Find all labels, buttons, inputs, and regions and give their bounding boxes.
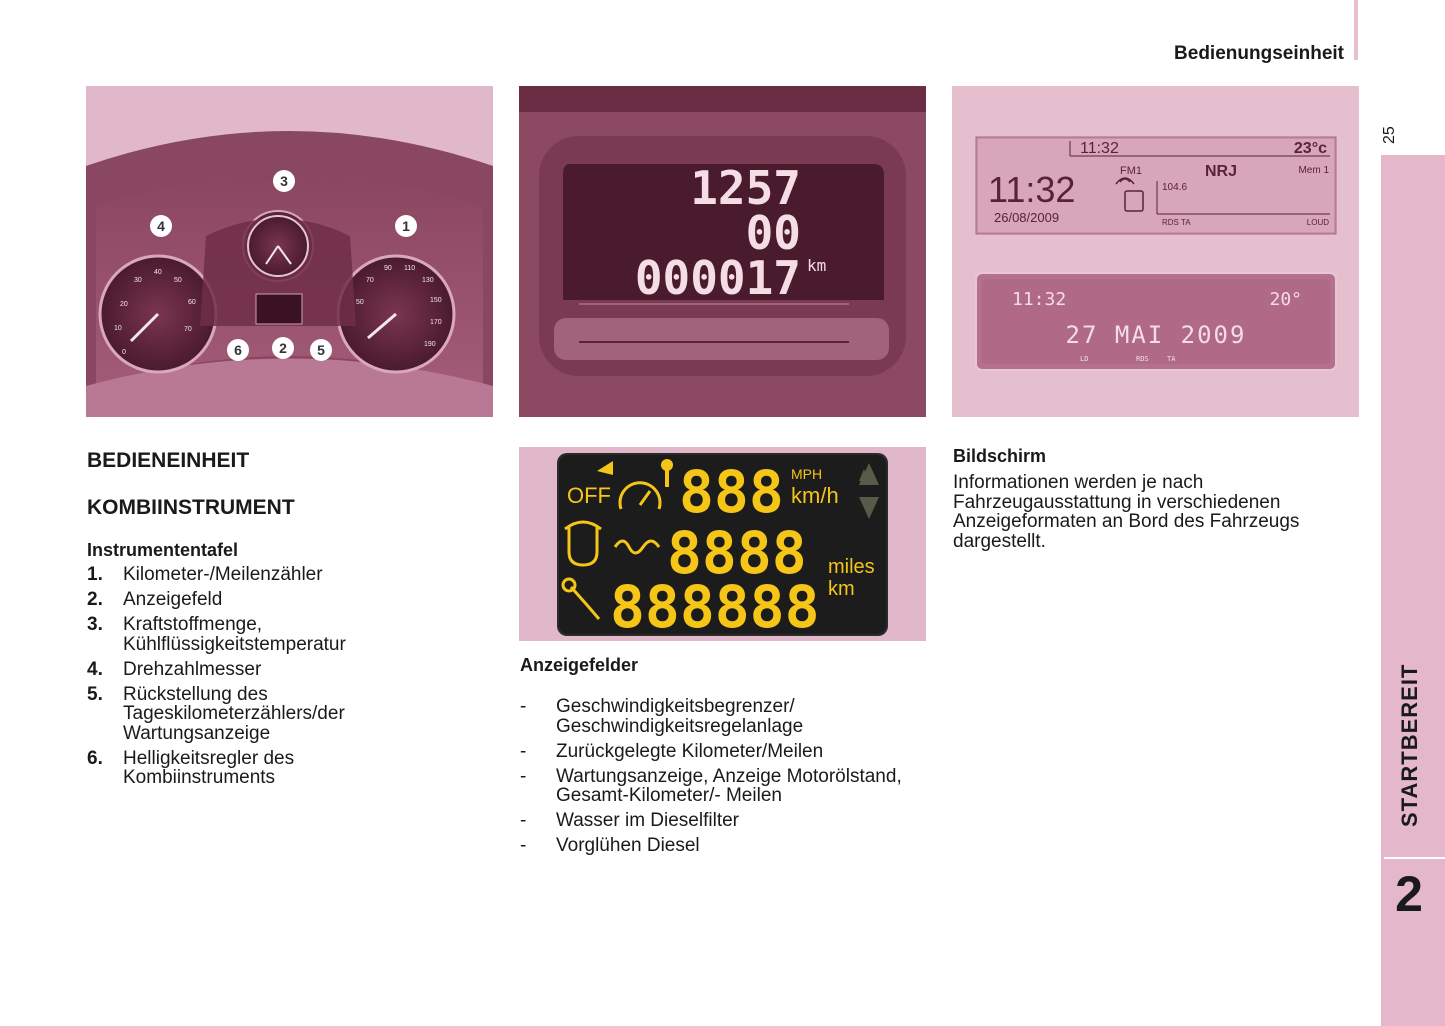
screen-b-rds: RDS [1136,355,1149,363]
svg-text:90: 90 [384,265,392,272]
callout-3: 3 [280,173,288,189]
list-item: 4. Drehzahlmesser [87,658,262,680]
svg-text:20: 20 [120,301,128,308]
header-accent-bar [1354,0,1358,60]
instrument-panel-list [87,565,407,793]
list-item: - Geschwindigkeitsbegrenzer/ Geschwindigkeitsregelanlage [520,697,920,736]
list-item: - Vorglühen Diesel [520,836,920,856]
display-fields-illustration [519,447,926,641]
odometer-illustration [519,86,926,417]
svg-text:130: 130 [422,277,434,284]
list-item: 1. Kilometer-/Meilenzähler [87,564,323,585]
screens-illustration [952,86,1359,417]
chapter-tab-label: STARTBEREIT [1397,663,1422,827]
screen-a-band: FM1 [1120,165,1142,177]
trip-mid-digits: 00 [745,206,801,260]
svg-text:170: 170 [430,319,442,326]
instrument-cluster-illustration [86,86,493,417]
section-subtitle: KOMBIINSTRUMENT [87,496,295,519]
screen-heading: Bildschirm [953,446,1047,466]
unit-km: km [828,578,855,600]
screens-figure [952,86,1359,417]
instrument-panel-heading: Instrumententafel [87,540,239,560]
unit-kmh: km/h [791,483,839,508]
callout-4: 4 [157,218,165,234]
screen-b-ta: TA [1167,355,1176,363]
odometer-figure [519,86,926,417]
screen-a-date: 26/08/2009 [994,210,1060,225]
svg-text:110: 110 [404,265,416,272]
display-fields-heading: Anzeigefelder [520,655,639,675]
svg-text:10: 10 [114,325,122,332]
total-digits: 000017 [634,251,801,305]
screen-b-temp: 20° [1269,289,1302,310]
section-title: BEDIENEINHEIT [87,449,250,472]
odometer-digits: 888888 [610,573,820,641]
screen-a-mem: Mem 1 [1298,165,1329,176]
screen-a-loud: LOUD [1306,218,1329,227]
screen-a-time-small: 11:32 [1080,140,1119,157]
odometer-unit: km [807,256,827,275]
list-item: 2. Anzeigefeld [87,589,223,610]
svg-text:0: 0 [122,349,126,356]
svg-text:40: 40 [154,269,162,276]
svg-text:50: 50 [174,277,182,284]
display-fields-list [520,697,920,861]
list-item: - Zurückgelegte Kilometer/Meilen [520,742,920,762]
unit-miles: miles [828,556,875,578]
svg-text:70: 70 [366,277,374,284]
svg-text:70: 70 [184,326,192,333]
chapter-number: 2 [1395,866,1423,922]
page-number: 25 [1381,126,1398,144]
instrument-cluster-figure [86,86,493,417]
screen-description: Informationen werden je nach Fahrzeugausstattung in verschiedenen Anzeigeformaten an Bord des Fahrzeugs dargestellt. [953,472,1300,552]
display-fields-figure [519,447,926,641]
svg-text:190: 190 [424,341,436,348]
list-item: 6. Helligkeitsregler des Kombiinstruments [87,747,295,788]
list-item: - Wartungsanzeige, Anzeige Motorölstand, Gesamt-Kilometer/- Meilen [520,767,920,806]
callout-2: 2 [279,340,287,356]
off-label: OFF [567,483,611,508]
screen-b-time: 11:32 [1012,289,1067,310]
screen-a-temp: 23°c [1293,140,1327,157]
unit-mph: MPH [791,466,823,482]
screen-a-station: NRJ [1205,163,1238,180]
screen-a-time-big: 11:32 [988,169,1076,210]
svg-text:50: 50 [356,299,364,306]
list-item: - Wasser im Dieselfilter [520,811,920,831]
running-header: Bedienungseinheit [1174,43,1344,64]
screen-b-ld: LD [1080,355,1089,363]
screen-a-frequency: 104.6 [1162,182,1188,193]
speed-digits: 888 [679,458,784,526]
chapter-tab-divider [1384,857,1445,859]
svg-text:30: 30 [134,277,142,284]
callout-6: 6 [234,342,242,358]
svg-text:60: 60 [188,299,196,306]
callout-1: 1 [402,218,410,234]
svg-text:150: 150 [430,297,442,304]
callout-5: 5 [317,342,325,358]
distance-digits: 8888 [667,519,807,587]
screen-b-date: 27 MAI 2009 [1065,321,1247,349]
screen-a-rds: RDS TA [1162,218,1191,227]
list-item: 3. Kraftstoffmenge, Kühlflüssigkeitstemperatur [87,614,346,655]
list-item: 5. Rückstellung des Tageskilometerzählers/der Wartungsanzeige [87,683,345,744]
trip-top-digits: 1257 [690,161,801,215]
